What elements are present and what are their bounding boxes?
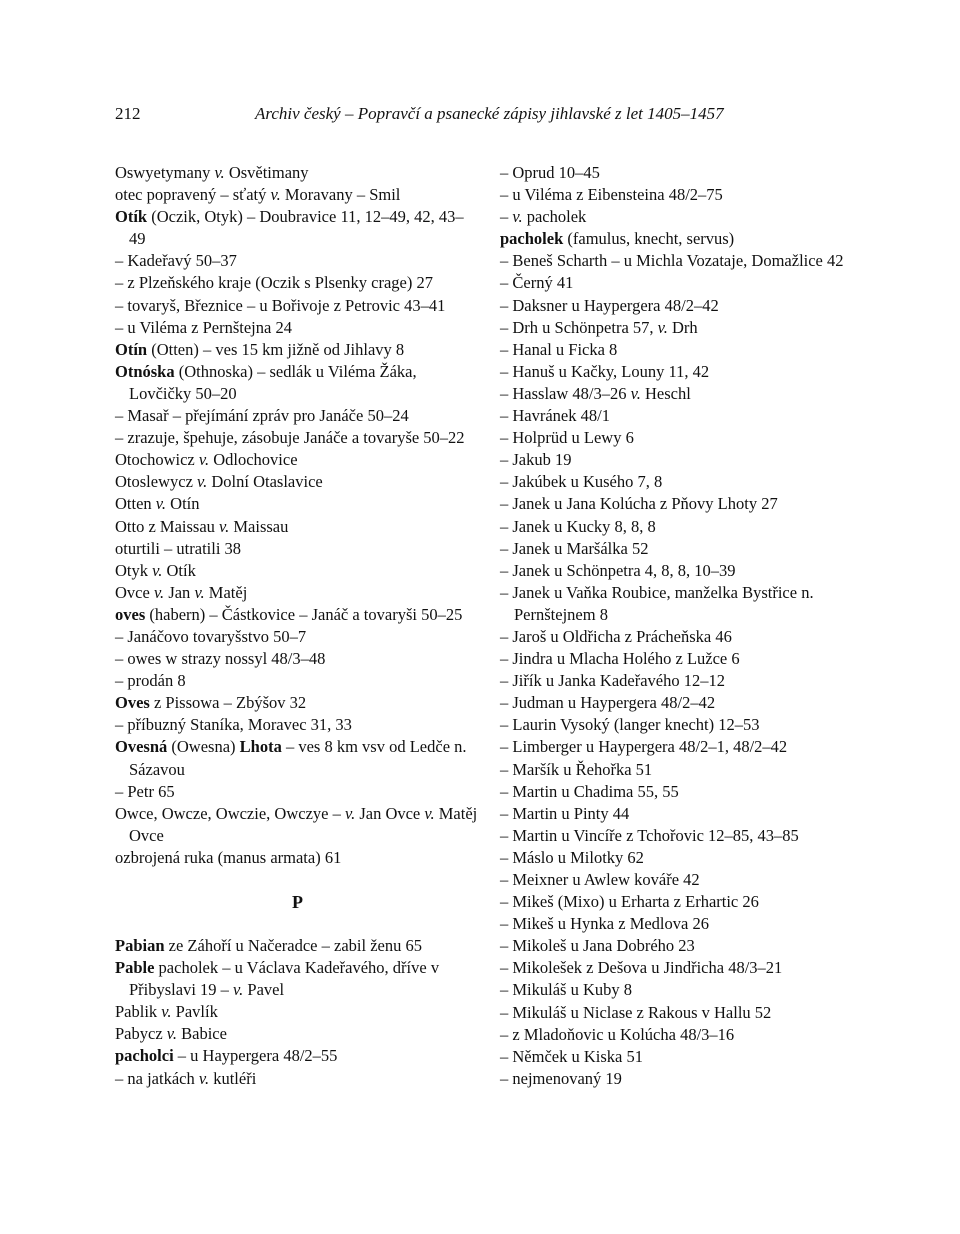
index-entry: – příbuzný Staníka, Moravec 31, 33 (115, 715, 352, 735)
index-entry: – Mikuláš u Niclase z Rakous v Hallu 52 (500, 1002, 772, 1022)
index-entry: – zrazuje, špehuje, zásobuje Janáče a tovaryše 50–22 (115, 428, 465, 448)
index-entry: – Jiřík u Janka Kadeřavého 12–12 (500, 671, 725, 691)
index-entry: – Janek u Kucky 8, 8, 8 (500, 516, 656, 536)
index-entry: Otten v. Otín (115, 494, 200, 514)
index-entry: – Martin u Pinty 44 (500, 803, 630, 823)
index-entry: – Mikeš (Mixo) u Erharta z Erhartic 26 (500, 892, 759, 912)
index-entry: – Martin u Chadima 55, 55 (500, 781, 679, 801)
index-entry: Pablik v. Pavlík (115, 1002, 218, 1022)
index-entry: – Janáčovo tovaryšstvo 50–7 (115, 626, 307, 646)
index-entry: – Limberger u Haypergera 48/2–1, 48/2–42 (500, 737, 788, 757)
index-entry: Otyk v. Otík (115, 560, 196, 580)
index-entry: Otto z Maissau v. Maissau (115, 516, 289, 536)
index-entry: – Hanal u Ficka 8 (500, 339, 618, 359)
index-entry: – Judman u Haypergera 48/2–42 (500, 693, 716, 713)
index-entry: – Maršík u Řehořka 51 (500, 759, 653, 779)
index-entry: Pabycz v. Babice (115, 1024, 227, 1044)
index-entry: – owes w strazy nossyl 48/3–48 (115, 649, 326, 669)
index-entry: Pabian ze Záhoří u Načeradce – zabil ženu 65 (115, 936, 422, 955)
index-entry: – Jakub 19 (500, 450, 572, 470)
index-entry: – nejmenovaný 19 (500, 1068, 622, 1088)
index-entry: – Černý 41 (500, 273, 574, 293)
index-entry: – Petr 65 (115, 781, 175, 801)
page-header (115, 104, 735, 130)
index-entry: – Havránek 48/1 (500, 406, 610, 426)
index-entry: Ovce v. Jan v. Matěj (115, 582, 248, 602)
index-entry: Otochowicz v. Odlochovice (115, 450, 298, 470)
index-entry: Otík (Oczik, Otyk) – Doubravice 11, 12–49, 42, 43–49 (115, 207, 464, 249)
index-entry: oves (habern) – Částkovice – Janáč a tovaryši 50–25 (115, 604, 463, 624)
index-entry: – z Mladoňovic u Kolúcha 48/3–16 (500, 1024, 735, 1044)
running-title: Archiv český – Popravčí a psanecké zápisy jihlavské z let 1405–1457 (255, 104, 724, 123)
index-entry: – Oprud 10–45 (500, 163, 600, 182)
index-entry: pacholci – u Haypergera 48/2–55 (115, 1046, 338, 1066)
section-letter: P (292, 892, 303, 912)
index-entry: Pable pacholek – u Václava Kadeřavého, dříve v Přibyslavi 19 – v. Pavel (115, 958, 440, 1000)
index-entry: – tovaryš, Březnice – u Bořivoje z Petrovic 43–41 (115, 295, 446, 315)
index-entry: – Jaroš u Oldřicha z Prácheňska 46 (500, 626, 732, 646)
index-entry: – Hasslaw 48/3–26 v. Heschl (500, 383, 691, 403)
index-entry: – Mikuláš u Kuby 8 (500, 980, 632, 1000)
index-entry: – Drh u Schönpetra 57, v. Drh (500, 317, 698, 337)
index-entry: otec popravený – sťatý v. Moravany – Smil (115, 185, 401, 205)
index-entry: – v. pacholek (500, 207, 587, 227)
index-entry: – u Viléma z Eibensteina 48/2–75 (500, 185, 723, 205)
index-entry: – u Viléma z Pernštejna 24 (115, 317, 292, 337)
index-entry: – Masař – přejímání zpráv pro Janáče 50–24 (115, 406, 409, 426)
page-number: 212 (115, 104, 141, 123)
index-entry: Ovesná (Owesna) Lhota – ves 8 km vsv od Ledče n. Sázavou (115, 737, 467, 779)
index-entry: Otoslewycz v. Dolní Otaslavice (115, 472, 323, 492)
index-entry: – Máslo u Milotky 62 (500, 847, 644, 867)
index-entry: – Janek u Schönpetra 4, 8, 8, 10–39 (500, 560, 736, 580)
index-entry: – Jakúbek u Kusého 7, 8 (500, 472, 663, 492)
index-entry: – Beneš Scharth – u Michla Vozataje, Domažlice 42 (500, 251, 844, 271)
index-entry: – Němček u Kiska 51 (500, 1046, 643, 1066)
index-entry: – Janek u Maršálka 52 (500, 538, 649, 558)
index-entry: – z Plzeňského kraje (Oczik s Plsenky crage) 27 (115, 273, 433, 293)
index-entry: Oves z Pissowa – Zbýšov 32 (115, 693, 307, 713)
index-entry: – Hanuš u Kačky, Louny 11, 42 (500, 361, 710, 381)
index-entry: – Martin u Vincíře z Tchořovic 12–85, 43–85 (500, 825, 799, 845)
index-entry: Owce, Owcze, Owczie, Owczye – v. Jan Ovce v. Matěj Ovce (115, 803, 478, 845)
index-entry: – Jindra u Mlacha Holého z Lužce 6 (500, 649, 740, 669)
index-entry: – Janek u Vaňka Roubice, manželka Bystřice n. Pernštejnem 8 (500, 582, 814, 624)
index-entry: Oswyetymany v. Osvětimany (115, 163, 309, 182)
index-column-left (115, 162, 480, 1090)
index-entry: Otnóska (Othnoska) – sedlák u Viléma Žáka, Lovčičky 50–20 (115, 361, 417, 403)
index-entry: – Janek u Jana Kolúcha z Pňovy Lhoty 27 (500, 494, 778, 514)
index-entry: – Mikeš u Hynka z Medlova 26 (500, 914, 709, 934)
index-column-right (500, 162, 845, 1090)
index-entry: – na jatkách v. kutléři (115, 1068, 257, 1088)
index-entry: Otín (Otten) – ves 15 km jižně od Jihlavy 8 (115, 339, 405, 359)
index-entry: ozbrojená ruka (manus armata) 61 (115, 847, 342, 867)
index-entry: – Mikoleš u Jana Dobrého 23 (500, 936, 695, 956)
index-entry: – prodán 8 (115, 671, 186, 691)
index-entry: – Laurin Vysoký (langer knecht) 12–53 (500, 715, 760, 735)
index-entry: – Daksner u Haypergera 48/2–42 (500, 295, 719, 315)
index-entry: pacholek (famulus, knecht, servus) (500, 229, 735, 249)
index-entry: oturtili – utratili 38 (115, 538, 242, 558)
index-entry: – Kadeřavý 50–37 (115, 251, 237, 271)
index-entry: – Mikolešek z Dešova u Jindřicha 48/3–21 (500, 958, 783, 978)
index-entry: – Meixner u Awlew kováře 42 (500, 870, 700, 889)
index-entry: – Holprüd u Lewy 6 (500, 428, 634, 448)
